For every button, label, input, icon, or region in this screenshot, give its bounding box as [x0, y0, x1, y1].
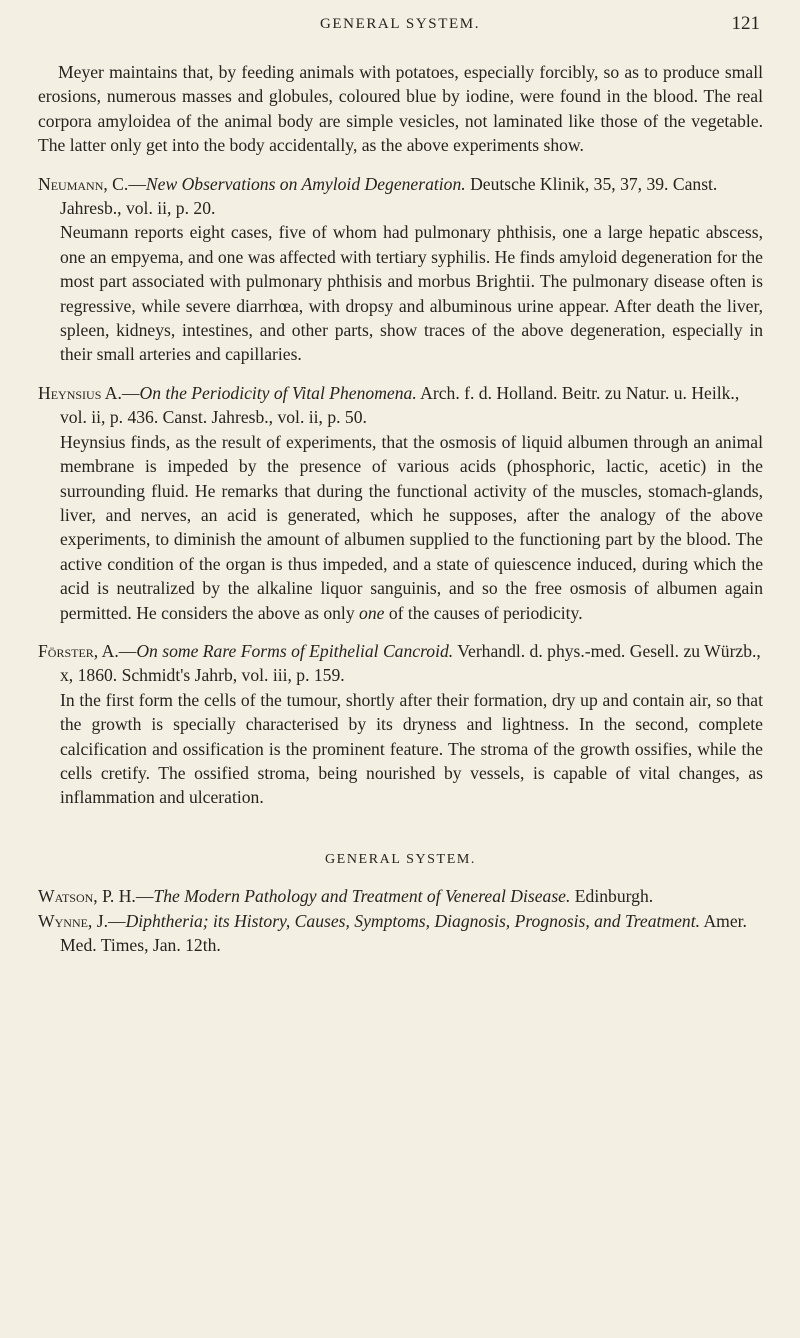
citation: Watson, P. H.—The Modern Pathology and Treatment of Venereal Disease. Edinburgh. [38, 886, 654, 907]
citation: Wynne, J.—Diphtheria; its History, Causes, Symptoms, Diagnosis, Prognosis, and Treatment. Amer. Med. Times, Jan. 12th. [38, 910, 747, 955]
author-name: Watson, P. H. [38, 886, 136, 907]
author-name: Heynsius A. [38, 382, 122, 403]
citation: Heynsius A.—On the Periodicity of Vital Phenomena. Arch. f. d. Holland. Beitr. zu Natur. u. Heilk., vol. ii, p. 436. Canst. Jahresb., vol. ii, p. 50. [38, 382, 740, 428]
intro-paragraph: Meyer maintains that, by feeding animals with potatoes, especially forcibly, so as to produce small erosions, numerous masses and globules, coloured blue by iodine, were found in the blood. The real corpora amyloidea of the animal body are simple vesicles, not laminated like those of the vegetable. The latter only get into the body accidentally, as the above experiments show. [38, 62, 763, 156]
source-reference: Amer. Med. Times, Jan. 12th. [60, 910, 747, 955]
work-title: The Modern Pathology and Treatment of Venereal Disease. [153, 886, 571, 907]
page-body [38, 60, 763, 957]
page-header [0, 13, 800, 42]
source-reference: Edinburgh. [574, 886, 654, 907]
source-reference: Deutsche Klinik, 35, 37, 39. Canst. Jahresb., vol. ii, p. 20. [60, 173, 718, 219]
abstract-text: Heynsius finds, as the result of experiments, that the osmosis of liquid albumen through an animal membrane is impeded by the presence of various acids (phosphoric, lactic, acetic) in the surrounding fluid. He remarks that during the functional activity of the muscles, stomach-glands, liver, and nerves, an acid is generated, which he supposes, after the analogy of the above experiments, to diminish the amount of albumen supplied to the functioning part by the blood. The active condition of the organ is thus impeded, and a state of quiescence induced, during which the acid is neutralized by the alkaline liquor sanguinis, and so the free osmosis of albumen again permitted. He considers the above as only [60, 431, 763, 623]
section-title: GENERAL SYSTEM. [324, 851, 477, 867]
abstract-emphasis: one [359, 602, 385, 623]
source-reference: Verhandl. d. phys.-med. Gesell. zu Würzb., x, 1860. Schmidt's Jahrb, vol. iii, p. 159. [60, 640, 761, 686]
bibliography-entry [38, 172, 763, 367]
running-head: GENERAL SYSTEM. [319, 16, 481, 32]
abstract-text-end: of the causes of periodicity. [384, 602, 583, 623]
abstract-text: In the first form the cells of the tumour, shortly after their formation, dry up and contain air, so that the growth is specially characterised by its dryness and lightness. In the second, complete calcification and ossification is the prominent feature. The stroma of the growth ossifies, while the cells cretify. The ossified stroma, being nourished by vessels, is capable of vital changes, as inflammation and ulceration. [60, 689, 763, 808]
section-spacer [38, 810, 763, 848]
work-title: On the Periodicity of Vital Phenomena. [139, 382, 417, 403]
bibliography-entry [38, 639, 763, 810]
source-reference: Arch. f. d. Holland. Beitr. zu Natur. u. Heilk., vol. ii, p. 436. Canst. Jahresb., vol. ii, p. 50. [60, 382, 740, 428]
citation: Förster, A.—On some Rare Forms of Epithelial Cancroid. Verhandl. d. phys.-med. Gesell. zu Würzb., x, 1860. Schmidt's Jahrb, vol. iii, p. 159. [38, 640, 761, 686]
abstract-text: Neumann reports eight cases, five of whom had pulmonary phthisis, one a large hepatic abscess, one an empyema, and one was affected with tertiary syphilis. He finds amyloid degeneration for the most part associated with pulmonary phthisis and morbus Brightii. The pulmonary disease often is regressive, while severe diarrhœa, with dropsy and albuminous urine appear. After death the liver, spleen, kidneys, intestines, and other parts, show traces of the above degeneration, especially in their small arteries and capillaries. [60, 222, 763, 365]
work-title: On some Rare Forms of Epithelial Cancroid. [136, 640, 454, 661]
citation: Neumann, C.—New Observations on Amyloid Degeneration. Deutsche Klinik, 35, 37, 39. Canst. Jahresb., vol. ii, p. 20. [38, 173, 718, 219]
author-name: Wynne, J. [38, 910, 108, 931]
abstract [38, 430, 763, 625]
abstract [38, 688, 763, 810]
abstract [38, 220, 763, 366]
page-number: 121 [731, 13, 760, 34]
bibliography-entry [38, 381, 763, 625]
work-title: Diphtheria; its History, Causes, Symptoms, Diagnosis, Prognosis, and Treatment. [125, 910, 701, 931]
work-title: New Observations on Amyloid Degeneration. [145, 173, 466, 194]
author-name: Neumann, C. [38, 173, 129, 194]
author-name: Förster, A. [38, 640, 119, 661]
